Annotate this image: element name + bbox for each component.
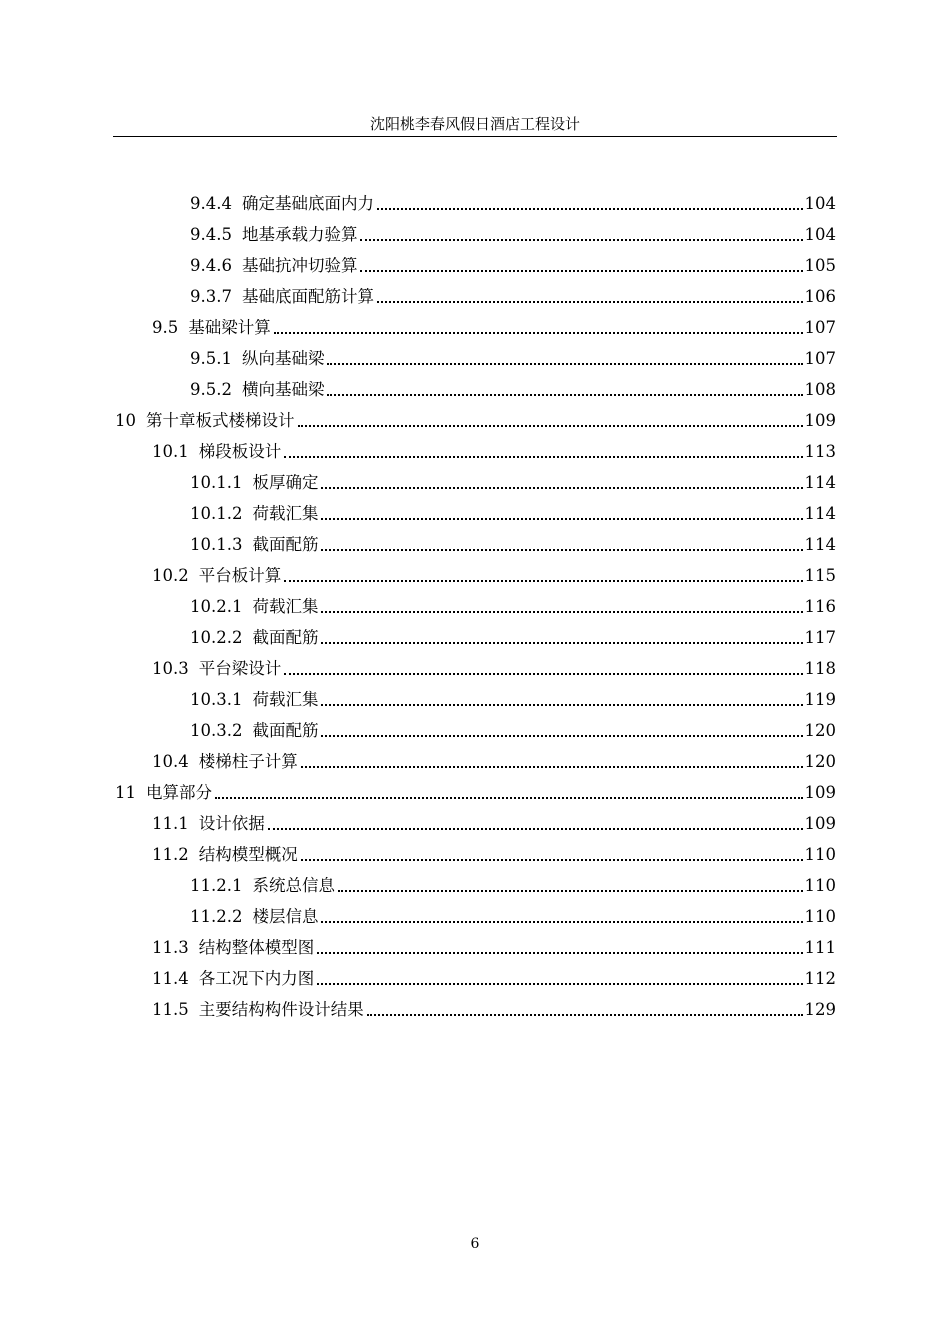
- toc-page-number: 109: [804, 783, 836, 802]
- toc-dot-leader: [215, 797, 803, 799]
- toc-dot-leader: [321, 611, 802, 613]
- toc-section-title: 截面配筋: [252, 628, 319, 647]
- toc-section-title: 荷载汇集: [252, 597, 319, 616]
- toc-page-number: 104: [804, 194, 836, 213]
- toc-section-title: 基础抗冲切验算: [241, 256, 358, 275]
- toc-page-number: 109: [804, 814, 836, 833]
- toc-page-number: 129: [804, 1000, 836, 1019]
- toc-section-title: 楼层信息: [252, 907, 319, 926]
- toc-section-number: 11.1: [152, 814, 189, 833]
- toc-entry[interactable]: [190, 896, 836, 927]
- toc-page-number: 109: [804, 411, 836, 430]
- toc-page-number: 107: [804, 318, 836, 337]
- toc-dot-leader: [377, 208, 803, 210]
- toc-page-number: 118: [804, 659, 836, 678]
- toc-page-number: 108: [804, 380, 836, 399]
- toc-section-title: 确定基础底面内力: [241, 194, 374, 213]
- toc-dot-leader: [327, 363, 802, 365]
- toc-section-number: 10.2.1: [190, 597, 243, 616]
- toc-page-number: 110: [804, 845, 836, 864]
- toc-entry[interactable]: [190, 276, 836, 307]
- toc-section-number: 10.1.3: [190, 535, 243, 554]
- toc-page-number: 115: [804, 566, 836, 585]
- toc-page-number: 105: [804, 256, 836, 275]
- toc-dot-leader: [274, 332, 803, 334]
- header-divider: [113, 136, 837, 137]
- toc-dot-leader: [301, 766, 803, 768]
- toc-dot-leader: [321, 921, 802, 923]
- toc-entry[interactable]: [152, 741, 836, 772]
- toc-page-number: 104: [804, 225, 836, 244]
- toc-section-title: 主要结构构件设计结果: [198, 1000, 364, 1019]
- toc-entry[interactable]: [190, 214, 836, 245]
- toc-section-number: 11.2: [152, 845, 189, 864]
- toc-section-number: 10.1.2: [190, 504, 243, 523]
- toc-dot-leader: [321, 487, 802, 489]
- toc-entry[interactable]: [190, 617, 836, 648]
- toc-section-title: 平台板计算: [198, 566, 282, 585]
- toc-dot-leader: [321, 704, 802, 706]
- toc-section-title: 纵向基础梁: [241, 349, 325, 368]
- toc-entry[interactable]: [152, 958, 836, 989]
- toc-section-title: 基础梁计算: [188, 318, 271, 337]
- toc-page-number: 112: [804, 969, 836, 988]
- toc-dot-leader: [268, 828, 803, 830]
- document-title: 沈阳桃李春风假日酒店工程设计: [369, 115, 580, 133]
- toc-entry[interactable]: [152, 927, 836, 958]
- toc-section-title: 结构模型概况: [198, 845, 298, 864]
- toc-section-title: 平台梁设计: [198, 659, 282, 678]
- toc-section-title: 板厚确定: [252, 473, 319, 492]
- toc-section-number: 10.2: [152, 566, 189, 585]
- toc-entry[interactable]: [152, 555, 836, 586]
- toc-page-number: 110: [804, 907, 836, 926]
- toc-entry[interactable]: [115, 400, 836, 431]
- toc-section-title: 第十章板式楼梯设计: [146, 411, 295, 430]
- toc-dot-leader: [321, 735, 802, 737]
- toc-entry[interactable]: [115, 772, 836, 803]
- toc-section-number: 9.4.4: [190, 194, 232, 213]
- toc-entry[interactable]: [190, 369, 836, 400]
- toc-page-number: 117: [804, 628, 836, 647]
- toc-entry[interactable]: [152, 431, 836, 462]
- page-number: 6: [470, 1236, 480, 1252]
- toc-section-number: 10: [115, 411, 136, 430]
- toc-entry[interactable]: [190, 710, 836, 741]
- toc-section-title: 荷载汇集: [252, 504, 319, 523]
- toc-dot-leader: [321, 518, 802, 520]
- toc-section-title: 截面配筋: [252, 535, 319, 554]
- toc-page-number: 120: [804, 752, 836, 771]
- toc-section-number: 11.3: [152, 938, 189, 957]
- toc-entry[interactable]: [190, 524, 836, 555]
- toc-section-title: 基础底面配筋计算: [241, 287, 374, 306]
- toc-dot-leader: [284, 673, 802, 675]
- toc-page-number: 119: [804, 690, 836, 709]
- toc-entry[interactable]: [190, 462, 836, 493]
- toc-page-number: 107: [804, 349, 836, 368]
- toc-dot-leader: [321, 549, 802, 551]
- toc-section-number: 9.5.2: [190, 380, 232, 399]
- toc-dot-leader: [338, 890, 803, 892]
- toc-section-number: 10.3.2: [190, 721, 243, 740]
- toc-section-title: 系统总信息: [252, 876, 335, 895]
- toc-dot-leader: [360, 270, 802, 272]
- toc-section-number: 10.2.2: [190, 628, 243, 647]
- toc-dot-leader: [317, 952, 802, 954]
- toc-section-number: 11.4: [152, 969, 189, 988]
- toc-section-number: 10.1: [152, 442, 189, 461]
- toc-section-title: 各工况下内力图: [198, 969, 315, 988]
- toc-entry[interactable]: [152, 648, 836, 679]
- toc-section-title: 电算部分: [146, 783, 212, 802]
- toc-entry[interactable]: [190, 183, 836, 214]
- toc-dot-leader: [317, 983, 802, 985]
- toc-dot-leader: [284, 580, 802, 582]
- toc-page-number: 114: [804, 473, 836, 492]
- toc-page-number: 114: [804, 504, 836, 523]
- toc-entry[interactable]: [152, 307, 836, 338]
- toc-section-title: 横向基础梁: [241, 380, 325, 399]
- toc-dot-leader: [327, 394, 802, 396]
- toc-dot-leader: [321, 642, 802, 644]
- toc-section-number: 9.3.7: [190, 287, 232, 306]
- toc-entry[interactable]: [152, 989, 836, 1020]
- toc-section-number: 9.4.6: [190, 256, 232, 275]
- toc-entry[interactable]: [190, 586, 836, 617]
- toc-section-number: 10.1.1: [190, 473, 243, 492]
- toc-section-number: 11.2.1: [190, 876, 243, 895]
- toc-section-number: 11: [115, 783, 136, 802]
- toc-section-number: 10.3.1: [190, 690, 243, 709]
- toc-page-number: 114: [804, 535, 836, 554]
- toc-dot-leader: [367, 1014, 803, 1016]
- toc-page-number: 111: [804, 938, 836, 957]
- toc-section-number: 11.2.2: [190, 907, 243, 926]
- toc-dot-leader: [301, 859, 803, 861]
- toc-dot-leader: [298, 425, 803, 427]
- toc-section-title: 设计依据: [198, 814, 265, 833]
- toc-section-number: 10.3: [152, 659, 189, 678]
- toc-page-number: 120: [804, 721, 836, 740]
- toc-dot-leader: [284, 456, 802, 458]
- toc-section-number: 11.5: [152, 1000, 189, 1019]
- toc-section-title: 截面配筋: [252, 721, 319, 740]
- toc-entry[interactable]: [190, 679, 836, 710]
- toc-section-title: 结构整体模型图: [198, 938, 315, 957]
- toc-entry[interactable]: [152, 834, 836, 865]
- toc-section-title: 地基承载力验算: [241, 225, 358, 244]
- toc-entry[interactable]: [152, 803, 836, 834]
- toc-section-title: 荷载汇集: [252, 690, 319, 709]
- toc-page-number: 106: [804, 287, 836, 306]
- toc-section-title: 楼梯柱子计算: [198, 752, 298, 771]
- toc-dot-leader: [377, 301, 803, 303]
- toc-entry[interactable]: [190, 245, 836, 276]
- toc-section-number: 9.5.1: [190, 349, 232, 368]
- toc-entry[interactable]: [190, 865, 836, 896]
- toc-page-number: 116: [804, 597, 836, 616]
- toc-entry[interactable]: [190, 493, 836, 524]
- toc-entry[interactable]: [190, 338, 836, 369]
- toc-page-number: 110: [804, 876, 836, 895]
- toc-section-number: 10.4: [152, 752, 189, 771]
- toc-section-number: 9.5: [152, 318, 179, 337]
- toc-section-number: 9.4.5: [190, 225, 232, 244]
- toc-section-title: 梯段板设计: [198, 442, 282, 461]
- toc-dot-leader: [360, 239, 802, 241]
- toc-page-number: 113: [804, 442, 836, 461]
